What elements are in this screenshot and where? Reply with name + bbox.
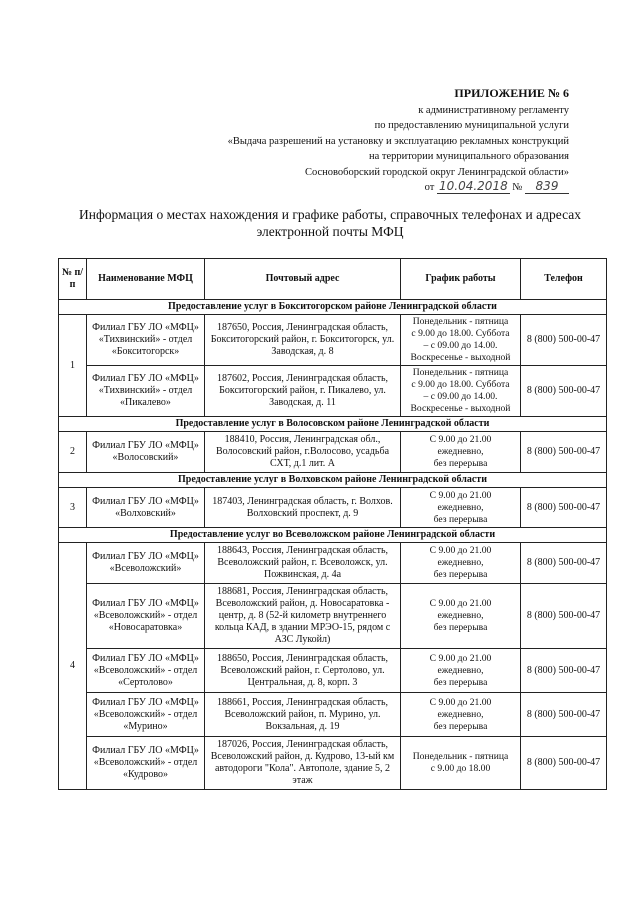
phone-number: 8 (800) 500-00-47 — [521, 737, 607, 790]
table-row — [59, 584, 607, 649]
table-header-row — [59, 259, 607, 300]
table-body — [59, 300, 607, 790]
schedule-line: Понедельник - пятница — [412, 367, 509, 378]
annex-date-line — [228, 180, 569, 196]
schedule-line: без перерыва — [433, 569, 488, 580]
schedule-line: Понедельник - пятница — [412, 751, 509, 762]
schedule-line: С 9.00 до 21.00 — [429, 652, 492, 664]
phone-number: 8 (800) 500-00-47 — [521, 366, 607, 417]
work-schedule — [401, 543, 521, 584]
row-number: 1 — [59, 315, 87, 417]
table-row — [59, 488, 607, 528]
section-row — [59, 528, 607, 543]
document-title — [60, 206, 600, 240]
annex-title: ПРИЛОЖЕНИЕ № 6 — [454, 86, 569, 100]
handwritten-date: 10.04.2018 — [439, 179, 508, 193]
work-schedule — [401, 315, 521, 366]
annex-line: «Выдача разрешений на установку и эксплуатацию рекламных конструкций — [227, 135, 569, 147]
schedule-line: ежедневно, — [437, 557, 484, 568]
title-line: электронной почты МФЦ — [256, 224, 404, 239]
annex-line: на территории муниципального образования — [368, 151, 569, 162]
schedule-line: ежедневно, — [437, 446, 484, 457]
title-line: Информация о местах нахождения и графике работы, справочных телефонах и адресах — [78, 207, 581, 222]
schedule-line: без перерыва — [433, 458, 488, 469]
section-row — [59, 417, 607, 432]
schedule-line: ежедневно, — [437, 610, 484, 621]
table-row — [59, 432, 607, 473]
phone-number: 8 (800) 500-00-47 — [521, 488, 607, 528]
schedule-line: – с 09.00 до 14.00. — [423, 391, 498, 402]
schedule-line: без перерыва — [433, 513, 488, 525]
postal-address: 187403, Ленинградская область, г. Волхов. Волховский проспект, д. 9 — [205, 488, 401, 528]
work-schedule — [401, 488, 521, 528]
schedule-line: С 9.00 до 21.00 — [429, 696, 492, 708]
phone-number: 8 (800) 500-00-47 — [521, 432, 607, 473]
from-label: от — [424, 182, 435, 193]
row-number: 3 — [59, 488, 87, 528]
table-row — [59, 649, 607, 693]
work-schedule — [401, 737, 521, 790]
mfc-table — [58, 258, 607, 790]
schedule-line: С 9.00 до 21.00 — [429, 434, 492, 445]
mfc-name: Филиал ГБУ ЛО «МФЦ» «Тихвинский» - отдел «Пикалево» — [87, 366, 205, 417]
annex-line: по предоставлению муниципальной услуги — [374, 120, 569, 131]
mfc-name: Филиал ГБУ ЛО «МФЦ» «Тихвинский» - отдел «Бокситогорск» — [87, 315, 205, 366]
table-row — [59, 543, 607, 584]
section-title: Предоставление услуг во Всеволожском районе Ленинградской области — [59, 528, 607, 543]
mfc-name: Филиал ГБУ ЛО «МФЦ» «Всеволожский» - отдел «Кудрово» — [87, 737, 205, 790]
schedule-line: с 9.00 до 18.00. Суббота — [411, 328, 510, 339]
postal-address: 188681, Россия, Ленинградская область, Всеволожский район, д. Новосаратовка - центр, д. 8 (52-й километр внутреннего кольца КАД, в здании МРЭО-15, рядом с АЗС Лукойл) — [205, 584, 401, 649]
number-label: № — [512, 182, 523, 193]
phone-number: 8 (800) 500-00-47 — [521, 315, 607, 366]
work-schedule — [401, 649, 521, 693]
schedule-line: – с 09.00 до 14.00. — [423, 340, 498, 351]
schedule-line: С 9.00 до 21.00 — [429, 545, 492, 556]
col-header-name: Наименование МФЦ — [87, 259, 205, 300]
mfc-name: Филиал ГБУ ЛО «МФЦ» «Волховский» — [87, 488, 205, 528]
annex-line: к административному регламенту — [418, 104, 569, 116]
phone-number: 8 (800) 500-00-47 — [521, 693, 607, 737]
work-schedule — [401, 432, 521, 473]
table-row — [59, 366, 607, 417]
schedule-line: с 9.00 до 18.00 — [430, 763, 491, 774]
phone-number: 8 (800) 500-00-47 — [521, 649, 607, 693]
mfc-name: Филиал ГБУ ЛО «МФЦ» «Всеволожский» - отдел «Новосаратовка» — [87, 584, 205, 649]
mfc-name: Филиал ГБУ ЛО «МФЦ» «Всеволожский» — [87, 543, 205, 584]
schedule-line: ежедневно, — [437, 708, 484, 720]
phone-number: 8 (800) 500-00-47 — [521, 584, 607, 649]
postal-address: 188643, Россия, Ленинградская область, Всеволожский район, г. Всеволожск, ул. Пожвинская, д. 4а — [205, 543, 401, 584]
table-row — [59, 737, 607, 790]
schedule-line: С 9.00 до 21.00 — [429, 489, 492, 501]
postal-address: 188410, Россия, Ленинградская обл., Волосовский район, г.Волосово, усадьба СХТ, д.1 лит. А — [205, 432, 401, 473]
col-header-num: № п/п — [59, 259, 87, 300]
mfc-name: Филиал ГБУ ЛО «МФЦ» «Волосовский» — [87, 432, 205, 473]
row-number: 2 — [59, 432, 87, 473]
postal-address: 187602, Россия, Ленинградская область, Бокситогорский район, г. Пикалево, ул. Заводская, д. 11 — [205, 366, 401, 417]
schedule-line: ежедневно, — [437, 501, 484, 513]
work-schedule — [401, 366, 521, 417]
section-title: Предоставление услуг в Волосовском районе Ленинградской области — [59, 417, 607, 432]
postal-address: 188661, Россия, Ленинградская область, Всеволожский район, п. Мурино, ул. Вокзальная, д. 19 — [205, 693, 401, 737]
section-title: Предоставление услуг в Бокситогорском районе Ленинградской области — [59, 300, 607, 315]
schedule-line: ежедневно, — [437, 664, 484, 676]
schedule-line: Воскресенье - выходной — [410, 352, 511, 363]
schedule-line: Понедельник - пятница — [412, 316, 509, 327]
section-title: Предоставление услуг в Волховском районе Ленинградской области — [59, 473, 607, 488]
postal-address: 187026, Россия, Ленинградская область, Всеволожский район, д. Кудрово, 13-ый км автодороги "Кола". Автополе, здание 5, 2 этаж — [205, 737, 401, 790]
schedule-line: без перерыва — [433, 676, 488, 688]
schedule-line: С 9.00 до 21.00 — [429, 598, 492, 609]
col-header-phone: Телефон — [521, 259, 607, 300]
annex-header — [228, 86, 569, 196]
handwritten-number: 839 — [525, 180, 569, 194]
schedule-line: без перерыва — [433, 622, 488, 633]
col-header-address: Почтовый адрес — [205, 259, 401, 300]
section-row — [59, 473, 607, 488]
work-schedule — [401, 584, 521, 649]
postal-address: 188650, Россия, Ленинградская область, Всеволожский район, г. Сертолово, ул. Центральная, д. 8, корп. 3 — [205, 649, 401, 693]
schedule-line: Воскресенье - выходной — [410, 403, 511, 414]
mfc-name: Филиал ГБУ ЛО «МФЦ» «Всеволожский» - отдел «Сертолово» — [87, 649, 205, 693]
schedule-line: с 9.00 до 18.00. Суббота — [411, 379, 510, 390]
table-row — [59, 693, 607, 737]
phone-number: 8 (800) 500-00-47 — [521, 543, 607, 584]
work-schedule — [401, 693, 521, 737]
mfc-name: Филиал ГБУ ЛО «МФЦ» «Всеволожский» - отдел «Мурино» — [87, 693, 205, 737]
table-row — [59, 315, 607, 366]
annex-line: Сосновоборский городской округ Ленинградской области» — [304, 166, 569, 178]
postal-address: 187650, Россия, Ленинградская область, Бокситогорский район, г. Бокситогорск, ул. Заводская, д. 8 — [205, 315, 401, 366]
col-header-schedule: График работы — [401, 259, 521, 300]
section-row — [59, 300, 607, 315]
row-number: 4 — [59, 543, 87, 790]
schedule-line: без перерыва — [433, 720, 488, 732]
